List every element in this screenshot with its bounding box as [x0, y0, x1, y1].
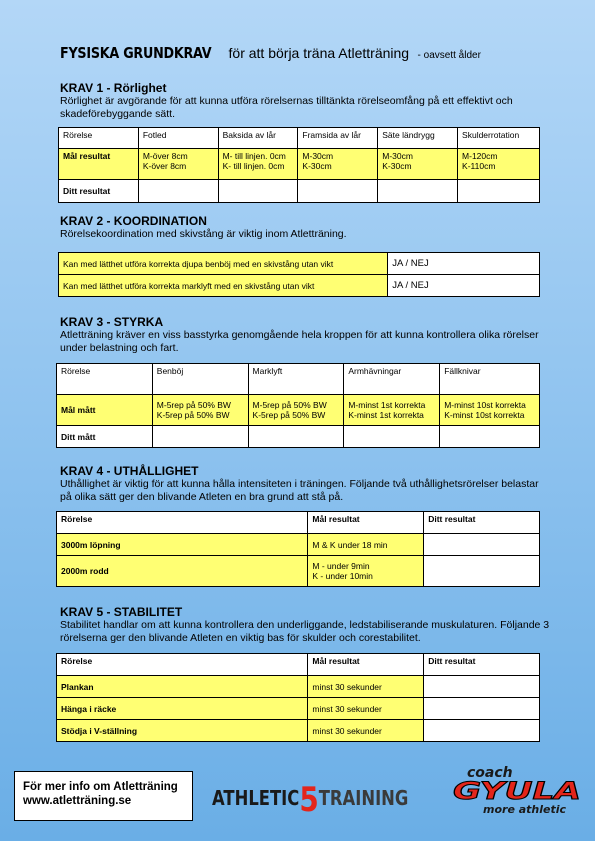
- exercise-name: Hänga i räcke: [57, 698, 308, 720]
- result-input[interactable]: [424, 534, 540, 556]
- website-link[interactable]: www.atletträning.se: [23, 795, 132, 807]
- table-row: [57, 556, 540, 587]
- athletic-5-training-logo: [212, 780, 408, 820]
- target-m: M-120cm: [462, 151, 498, 161]
- table-row: [57, 698, 540, 720]
- logo-five: 5: [299, 780, 319, 820]
- target-cell: minst 30 sekunder: [308, 676, 424, 698]
- header-cell: Fällknivar: [440, 364, 540, 395]
- target-cell: [458, 149, 540, 180]
- header-cell: Skulderrotation: [458, 128, 540, 149]
- row-label: Mål resultat: [59, 149, 139, 180]
- krav1-heading: KRAV 1 - Rörlighet: [60, 81, 167, 95]
- krav5-table: [56, 653, 540, 742]
- page-title: [60, 44, 481, 63]
- krav3-heading: KRAV 3 - STYRKA: [60, 315, 164, 329]
- header-cell: Baksida av lår: [218, 128, 298, 149]
- target-k: K-110cm: [462, 161, 496, 171]
- krav4-desc: Uthållighet är viktig för att kunna hålla intensiteten i träningen. Följande två uthållighetsrörelser belastar på olika sätt ger den blivande Atleten en bra grund att stå på.: [60, 478, 539, 503]
- title-note: - oavsett ålder: [417, 50, 481, 61]
- exercise-name: 2000m rodd: [57, 556, 308, 587]
- target-cell: [308, 556, 424, 587]
- table-row: [57, 534, 540, 556]
- target-k: K-över 8cm: [142, 161, 187, 171]
- table-row: [59, 253, 540, 275]
- target-m: M-minst 10st korrekta: [444, 400, 526, 410]
- gyula-text: GYULA: [453, 777, 581, 805]
- header-cell: Rörelse: [57, 364, 153, 395]
- result-input[interactable]: [424, 720, 540, 742]
- krav2-table: [58, 252, 540, 297]
- krav4-table: [56, 511, 540, 587]
- header-cell: Mål resultat: [308, 512, 424, 534]
- question-cell: Kan med lätthet utföra korrekta marklyft med en skivstång utan vikt: [59, 275, 388, 297]
- result-input[interactable]: [248, 426, 344, 448]
- question-cell: Kan med lätthet utföra korrekta djupa benböj med en skivstång utan vikt: [59, 253, 388, 275]
- table-row: [57, 720, 540, 742]
- target-cell: [218, 149, 298, 180]
- target-cell: [298, 149, 378, 180]
- result-input[interactable]: [298, 180, 378, 203]
- table-row: [57, 395, 540, 426]
- result-input[interactable]: [458, 180, 540, 203]
- target-cell: minst 30 sekunder: [308, 698, 424, 720]
- table-row: [57, 676, 540, 698]
- row-label: Ditt resultat: [59, 180, 139, 203]
- krav1-table: [58, 127, 540, 203]
- krav4-heading: KRAV 4 - UTHÅLLIGHET: [60, 464, 199, 478]
- target-cell: [138, 149, 218, 180]
- yes-no-answer[interactable]: JA / NEJ: [388, 275, 540, 297]
- header-cell: Ditt resultat: [424, 512, 540, 534]
- target-k: K-5rep på 50% BW: [156, 410, 230, 420]
- header-cell: Marklyft: [248, 364, 344, 395]
- target-k: K-minst 1st korrekta: [348, 410, 424, 420]
- header-cell: Armhävningar: [344, 364, 440, 395]
- result-input[interactable]: [424, 676, 540, 698]
- target-k: K-5rep på 50% BW: [252, 410, 326, 420]
- header-cell: Mål resultat: [308, 654, 424, 676]
- result-input[interactable]: [424, 698, 540, 720]
- table-row: [57, 364, 540, 395]
- table-row: [57, 512, 540, 534]
- title-sub: för att börja träna Atletträning: [228, 45, 410, 61]
- table-row: [59, 275, 540, 297]
- target-cell: M & K under 18 min: [308, 534, 424, 556]
- result-input[interactable]: [424, 556, 540, 587]
- target-k: K - under 10min: [312, 571, 373, 581]
- result-input[interactable]: [344, 426, 440, 448]
- target-m: M- till linjen. 0cm: [222, 151, 286, 161]
- krav1-desc: Rörlighet är avgörande för att kunna utföra rörelsernas tilltänkta rörelseomfång på ett effektivt och skadeförebyggande sätt.: [60, 95, 513, 120]
- header-cell: Framsida av lår: [298, 128, 378, 149]
- target-cell: [152, 395, 248, 426]
- logo-word-left: ATHLETIC: [212, 786, 300, 810]
- table-row: [59, 180, 540, 203]
- yes-no-answer[interactable]: JA / NEJ: [388, 253, 540, 275]
- header-cell: Rörelse: [57, 512, 308, 534]
- target-cell: [344, 395, 440, 426]
- target-m: M-5rep på 50% BW: [156, 400, 231, 410]
- target-k: K-30cm: [302, 161, 332, 171]
- header-cell: Ditt resultat: [424, 654, 540, 676]
- row-label: Ditt mått: [57, 426, 153, 448]
- tagline-text: more athletic: [483, 803, 567, 816]
- krav5-desc: Stabilitet handlar om att kunna kontrollera den underliggande, ledstabiliserande muskulaturen. Följande 3 rörelserna ger den blivande Atleten en viktig bas för skulder och corestabilitet.: [60, 619, 550, 644]
- exercise-name: Stödja i V-ställning: [57, 720, 308, 742]
- coach-gyula-logo: [453, 763, 583, 821]
- result-input[interactable]: [218, 180, 298, 203]
- header-cell: Säte ländrygg: [378, 128, 458, 149]
- krav3-desc: Atletträning kräver en viss basstyrka genomgående hela kroppen för att kunna kontrollera olika rörelser under belastning och fart.: [60, 329, 539, 354]
- target-m: M-över 8cm: [142, 151, 188, 161]
- header-cell: Fotled: [138, 128, 218, 149]
- header-cell: Rörelse: [59, 128, 139, 149]
- header-cell: Benböj: [152, 364, 248, 395]
- result-input[interactable]: [440, 426, 540, 448]
- table-row: [59, 149, 540, 180]
- result-input[interactable]: [152, 426, 248, 448]
- result-input[interactable]: [138, 180, 218, 203]
- target-k: K- till linjen. 0cm: [222, 161, 285, 171]
- table-row: [57, 654, 540, 676]
- info-box: [14, 771, 193, 821]
- krav3-table: [56, 363, 540, 448]
- target-cell: [440, 395, 540, 426]
- row-label: Mål mått: [57, 395, 153, 426]
- target-m: M-30cm: [382, 151, 413, 161]
- info-text: För mer info om Atletträning: [23, 781, 178, 793]
- target-m: M-30cm: [302, 151, 334, 161]
- exercise-name: 3000m löpning: [57, 534, 308, 556]
- table-row: [57, 426, 540, 448]
- target-k: K-minst 10st korrekta: [444, 410, 525, 420]
- krav2-heading: KRAV 2 - KOORDINATION: [60, 214, 207, 228]
- krav5-heading: KRAV 5 - STABILITET: [60, 605, 183, 619]
- target-cell: [378, 149, 458, 180]
- result-input[interactable]: [378, 180, 458, 203]
- target-cell: minst 30 sekunder: [308, 720, 424, 742]
- target-m: M-5rep på 50% BW: [252, 400, 327, 410]
- target-m: M-minst 1st korrekta: [348, 400, 426, 410]
- krav2-desc: Rörelsekoordination med skivstång är viktig inom Atletträning.: [60, 228, 347, 240]
- logo-word-right: TRAINING: [318, 786, 409, 810]
- target-m: M - under 9min: [312, 561, 370, 571]
- target-k: K-30cm: [382, 161, 412, 171]
- exercise-name: Plankan: [57, 676, 308, 698]
- header-cell: Rörelse: [57, 654, 308, 676]
- table-row: [59, 128, 540, 149]
- target-cell: [248, 395, 344, 426]
- coach-text: coach: [467, 765, 513, 781]
- title-main: FYSISKA GRUNDKRAV: [60, 44, 212, 62]
